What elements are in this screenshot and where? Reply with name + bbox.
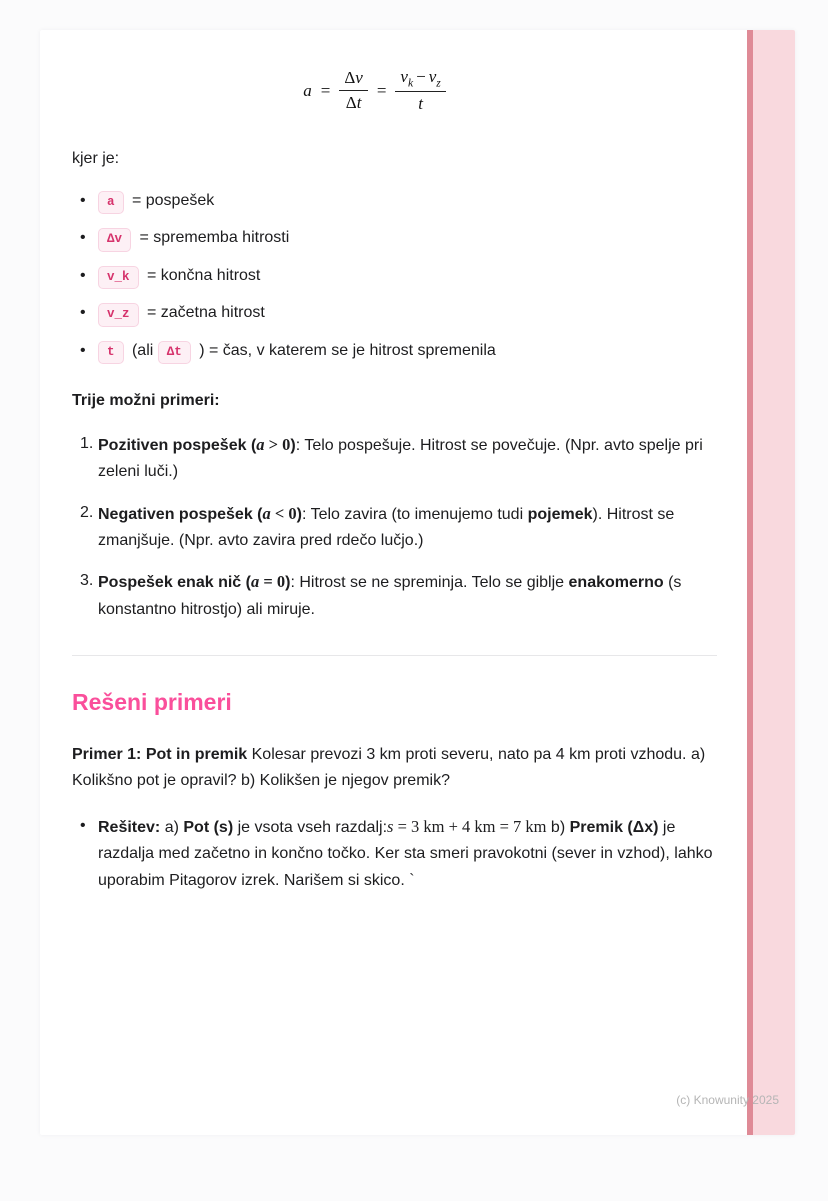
code-token-dt: Δt bbox=[158, 341, 191, 365]
definition-text: = pospešek bbox=[127, 191, 215, 209]
case-bold-lead: Negativen pospešek ( bbox=[98, 505, 263, 523]
list-item bbox=[80, 300, 717, 327]
document-content bbox=[40, 30, 795, 934]
primer-paragraph bbox=[72, 742, 717, 795]
fraction-denominator bbox=[418, 92, 423, 115]
list-item bbox=[80, 431, 717, 486]
math-inline bbox=[387, 817, 546, 836]
fraction-numerator bbox=[395, 66, 445, 92]
math-var: s bbox=[387, 816, 394, 836]
fraction-vkvz-t bbox=[395, 66, 445, 116]
solution-text: je vsota vseh razdalj: bbox=[233, 818, 388, 836]
minus-sign: − bbox=[416, 67, 426, 86]
cases-list bbox=[72, 431, 717, 623]
case-text: : Telo zavira (to imenujemo tudi bbox=[301, 505, 528, 523]
acceleration-formula bbox=[72, 66, 677, 116]
solution-text: a) bbox=[160, 818, 184, 836]
equals-sign: = bbox=[320, 80, 331, 100]
delta-symbol: Δ bbox=[344, 68, 356, 88]
code-token-a: a bbox=[98, 191, 124, 215]
math-var: a bbox=[250, 572, 260, 592]
math-rest: = 0 bbox=[259, 572, 286, 592]
equals-sign: = bbox=[376, 80, 387, 100]
solution-bold: Premik (Δx) bbox=[569, 818, 659, 836]
code-token-t: t bbox=[98, 341, 124, 365]
formula-var-v: v bbox=[400, 67, 408, 86]
solution-text: b) bbox=[546, 818, 570, 836]
document-page bbox=[40, 30, 795, 1135]
solution-list bbox=[72, 813, 717, 894]
definition-text: = sprememba hitrosti bbox=[135, 229, 290, 247]
primer-text: Kolesar prevozi 3 km proti severu, nato pa 4 km proti vzhodu. a) Kolikšno pot je opravil? b) Kolikšen je njegov premik? bbox=[72, 746, 706, 790]
fraction-dv-dt bbox=[339, 67, 367, 114]
subscript-k: k bbox=[407, 76, 414, 90]
definition-text: = končna hitrost bbox=[142, 266, 261, 284]
formula-var-v: v bbox=[355, 68, 363, 88]
case-text: : Hitrost se ne spreminja. Telo se giblje bbox=[290, 574, 569, 592]
definition-text: (ali bbox=[127, 341, 158, 359]
case-bold-lead: Pozitiven pospešek ( bbox=[98, 436, 257, 454]
math-inline bbox=[263, 504, 297, 523]
list-item bbox=[80, 500, 717, 555]
primer-title: Primer 1: Pot in premik bbox=[72, 746, 248, 764]
case-bold-close: ) bbox=[296, 505, 302, 523]
case-bold-mid: pojemek bbox=[527, 505, 593, 523]
math-var: a bbox=[256, 434, 265, 454]
list-item bbox=[80, 263, 717, 290]
section-heading-reseni-primeri: Rešeni primeri bbox=[72, 689, 232, 716]
math-rest: = 3 km + 4 km = 7 km bbox=[393, 816, 547, 836]
formula-var-a: a bbox=[303, 80, 312, 100]
solution-bold: Rešitev: bbox=[98, 818, 161, 836]
formula-var-v: v bbox=[428, 67, 437, 86]
formula-var-t: t bbox=[418, 94, 423, 114]
solution-text: je razdalja med začetno in končno točko. Ker sta smeri pravokotni (sever in vzhod), lahko uporabim Pitagorov izrek. Narišem si skico. ` bbox=[98, 818, 713, 889]
code-token-dv: Δv bbox=[98, 228, 131, 252]
list-item bbox=[80, 568, 717, 623]
fraction-denominator bbox=[346, 91, 362, 114]
math-inline bbox=[251, 572, 285, 591]
definition-text: = začetna hitrost bbox=[142, 304, 265, 322]
definition-text: ) = čas, v katerem se je hitrost spremenila bbox=[194, 341, 496, 359]
case-bold-mid: enakomerno bbox=[568, 574, 664, 592]
formula-var-t: t bbox=[356, 93, 362, 113]
definitions-list bbox=[72, 188, 717, 365]
list-item bbox=[80, 338, 717, 365]
code-token-vk: v_k bbox=[98, 266, 139, 290]
list-item bbox=[80, 225, 717, 252]
case-bold-close: ) bbox=[285, 574, 291, 592]
subscript-z: z bbox=[436, 76, 441, 90]
section-divider bbox=[72, 655, 717, 656]
math-rest: > 0 bbox=[264, 434, 291, 454]
fraction-numerator bbox=[339, 67, 367, 91]
delta-symbol: Δ bbox=[345, 93, 357, 113]
math-rest: < 0 bbox=[270, 503, 297, 523]
code-token-vz: v_z bbox=[98, 303, 139, 327]
cases-heading: Trije možni primeri: bbox=[72, 392, 220, 410]
copyright-footer: (c) Knowunity 2025 bbox=[676, 1093, 779, 1107]
list-item bbox=[80, 813, 717, 894]
intro-text: kjer je: bbox=[72, 149, 120, 167]
math-inline bbox=[256, 435, 290, 454]
math-var: a bbox=[262, 503, 271, 523]
case-bold-lead: Pospešek enak nič ( bbox=[98, 574, 251, 592]
list-item bbox=[80, 188, 717, 215]
case-text: : Telo pospešuje. Hitrost se povečuje. (Npr. avto spelje pri zeleni luči.) bbox=[98, 436, 703, 481]
case-text: ). Hitrost se zmanjšuje. (Npr. avto zavira pred rdečo lučjo.) bbox=[98, 505, 675, 549]
case-text: (s konstantno hitrostjo) ali miruje. bbox=[98, 574, 682, 618]
case-bold-close: ) bbox=[290, 436, 296, 454]
solution-bold: Pot (s) bbox=[183, 818, 234, 836]
